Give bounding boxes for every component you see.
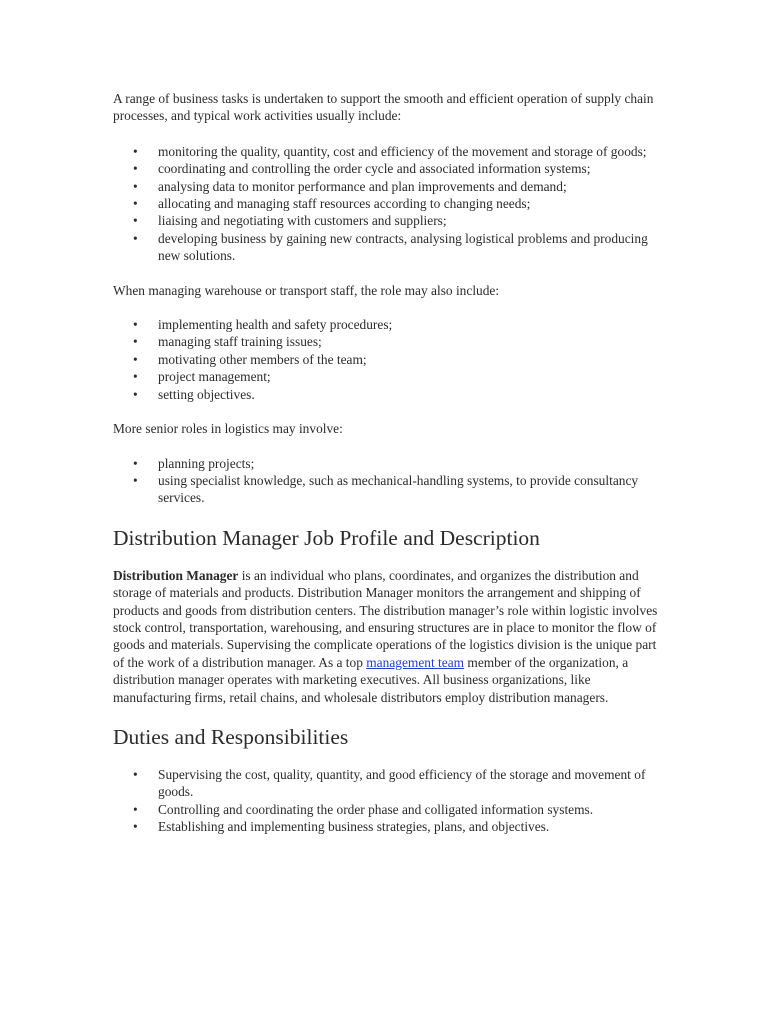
- bullet: •: [133, 230, 138, 246]
- list-item-text: allocating and managing staff resources according to changing needs;: [158, 196, 531, 212]
- senior-roles-list: [113, 455, 658, 507]
- list-item-text: setting objectives.: [158, 386, 255, 402]
- list-item: [113, 801, 658, 818]
- list-item: [113, 472, 658, 507]
- bullet: •: [133, 143, 138, 159]
- management-team-link[interactable]: management team: [366, 654, 465, 670]
- distribution-manager-paragraph: [113, 567, 658, 706]
- senior-roles-paragraph: More senior roles in logistics may involve:: [113, 421, 343, 437]
- duties-heading: Duties and Responsibilities: [113, 724, 349, 749]
- warehouse-role-paragraph: When managing warehouse or transport staff, the role may also include:: [113, 282, 500, 298]
- list-item: [113, 160, 658, 177]
- list-item: [113, 333, 658, 350]
- dist-text-before-link: is an individual who plans, coordinates, and organizes the distribution and storage of materials and products. Distribution Manager monitors the arrangement and shipping of products and goods from distribution centers. The distribution manager’s role within logistic involves stock control, transportation, warehousing, and ensuring structures are in place to monitor the flow of goods and materials. Supervising the complicate operations of the logistics division is the unique part of the work of a distribution manager. As a top: [113, 567, 658, 670]
- bullet: •: [133, 455, 138, 471]
- bullet: •: [133, 369, 138, 385]
- bullet: •: [133, 196, 138, 212]
- list-item: [113, 178, 658, 195]
- list-item-text: monitoring the quality, quantity, cost and efficiency of the movement and storage of goods;: [158, 143, 647, 159]
- list-item: [113, 316, 658, 333]
- bullet: •: [133, 178, 138, 194]
- list-item-text: coordinating and controlling the order cycle and associated information systems;: [158, 161, 591, 177]
- duties-list: [113, 766, 658, 836]
- bullet: •: [133, 351, 138, 367]
- bullet: •: [133, 386, 138, 402]
- bullet: •: [133, 472, 138, 488]
- dist-text-after-link: member of the organization, a distribution manager operates with marketing executives. All business organizations, like manufacturing firms, retail chains, and wholesale distributors employ distribution managers.: [113, 654, 629, 705]
- list-item: [113, 386, 658, 403]
- list-item: [113, 212, 658, 229]
- distribution-manager-bold: Distribution Manager: [113, 567, 239, 583]
- bullet: •: [133, 819, 138, 835]
- list-item-text: project management;: [158, 369, 271, 385]
- distribution-manager-heading: Distribution Manager Job Profile and Description: [113, 525, 540, 550]
- document-body: [113, 90, 658, 836]
- list-item: [113, 368, 658, 385]
- bullet: •: [133, 161, 138, 177]
- bullet: •: [133, 334, 138, 350]
- bullet: •: [133, 766, 138, 782]
- list-item-text: Controlling and coordinating the order phase and colligated information systems.: [158, 801, 594, 817]
- list-item-text: implementing health and safety procedures;: [158, 317, 393, 333]
- list-item-text: developing business by gaining new contracts, analysing logistical problems and producing new solutions.: [158, 230, 648, 264]
- list-item: [113, 230, 658, 265]
- list-item: [113, 766, 658, 801]
- list-item-text: motivating other members of the team;: [158, 351, 367, 367]
- bullet: •: [133, 801, 138, 817]
- list-item-text: Establishing and implementing business strategies, plans, and objectives.: [158, 819, 550, 835]
- list-item-text: managing staff training issues;: [158, 334, 322, 350]
- list-item-text: using specialist knowledge, such as mechanical-handling systems, to provide consultancy services.: [158, 472, 639, 506]
- list-item-text: planning projects;: [158, 455, 255, 471]
- intro-paragraph: A range of business tasks is undertaken to support the smooth and efficient operation of supply chain processes, and typical work activities usually include:: [113, 91, 654, 124]
- warehouse-role-list: [113, 316, 658, 403]
- list-item: [113, 143, 658, 160]
- list-item-text: Supervising the cost, quality, quantity, and good efficiency of the storage and movement of goods.: [158, 766, 646, 800]
- list-item: [113, 351, 658, 368]
- list-item-text: analysing data to monitor performance and plan improvements and demand;: [158, 178, 567, 194]
- bullet: •: [133, 317, 138, 333]
- list-item: [113, 455, 658, 472]
- work-activities-list: [113, 143, 658, 265]
- list-item-text: liaising and negotiating with customers and suppliers;: [158, 213, 447, 229]
- bullet: •: [133, 213, 138, 229]
- list-item: [113, 818, 658, 835]
- list-item: [113, 195, 658, 212]
